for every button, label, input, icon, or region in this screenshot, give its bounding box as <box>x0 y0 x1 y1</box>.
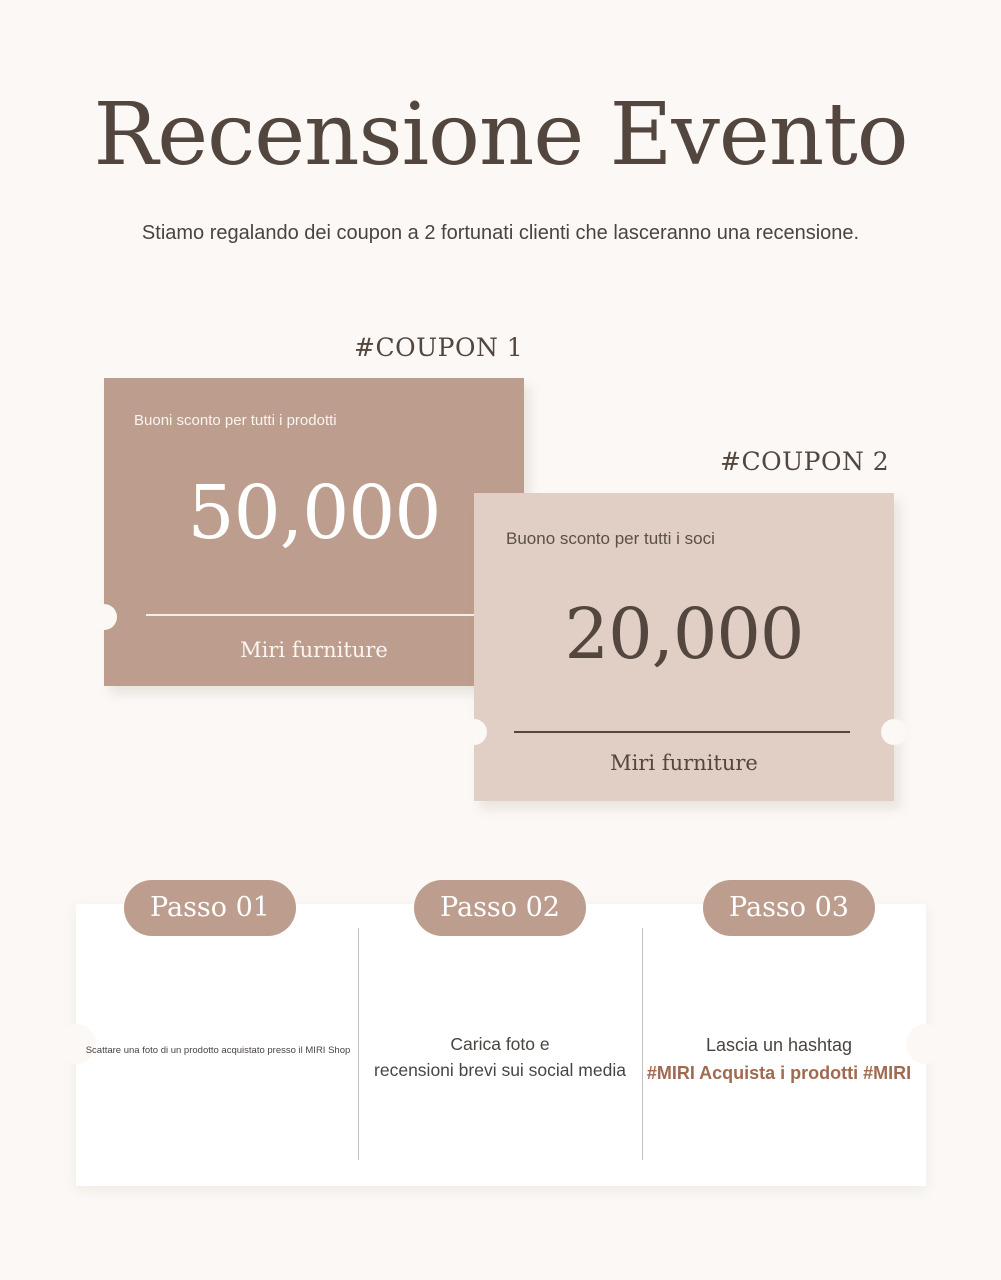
step-divider-1 <box>358 928 359 1160</box>
coupon-2-divider <box>514 731 850 733</box>
step-2-line-1: Carica foto e <box>450 1034 550 1054</box>
step-1-text: Scattare una foto di un prodotto acquistato presso il MIRI Shop <box>85 1045 351 1056</box>
step-3-hashtag: #MIRI Acquista i prodotti #MIRI <box>646 1063 912 1083</box>
coupon-1-heading: #COUPON 1 <box>354 333 524 362</box>
coupon-2-notch-right <box>881 719 907 745</box>
step-3-line-1: Lascia un hashtag <box>705 1035 853 1055</box>
page-subtitle: Stiamo regalando dei coupon a 2 fortunati clienti che lasceranno una recensione. <box>141 222 860 244</box>
coupon-2-notch-left <box>461 719 487 745</box>
coupon-2-heading: #COUPON 2 <box>720 447 890 476</box>
step-2-text <box>360 1031 640 1083</box>
steps-panel-notch-left <box>56 1024 96 1064</box>
coupon-1-amount: 50,000 <box>187 470 441 556</box>
coupon-2-description: Buono sconto per tutti i soci <box>506 529 715 548</box>
step-3-badge: Passo 03 <box>703 880 875 936</box>
page-title: Recensione Evento <box>93 85 908 185</box>
coupon-2-brand: Miri furniture <box>610 751 758 775</box>
step-2-line-2: recensioni brevi sui social media <box>374 1060 626 1080</box>
step-1-badge: Passo 01 <box>124 880 296 936</box>
coupon-1-divider <box>146 614 474 616</box>
coupon-2-amount: 20,000 <box>564 593 804 675</box>
coupon-1-card <box>104 378 524 686</box>
step-3-text <box>644 1031 914 1087</box>
coupon-1-brand: Miri furniture <box>240 638 388 662</box>
coupon-2-card <box>474 493 894 801</box>
coupon-1-description: Buoni sconto per tutti i prodotti <box>134 412 337 429</box>
coupon-1-notch-left <box>91 604 117 630</box>
step-divider-2 <box>642 928 643 1160</box>
step-2-badge: Passo 02 <box>414 880 586 936</box>
